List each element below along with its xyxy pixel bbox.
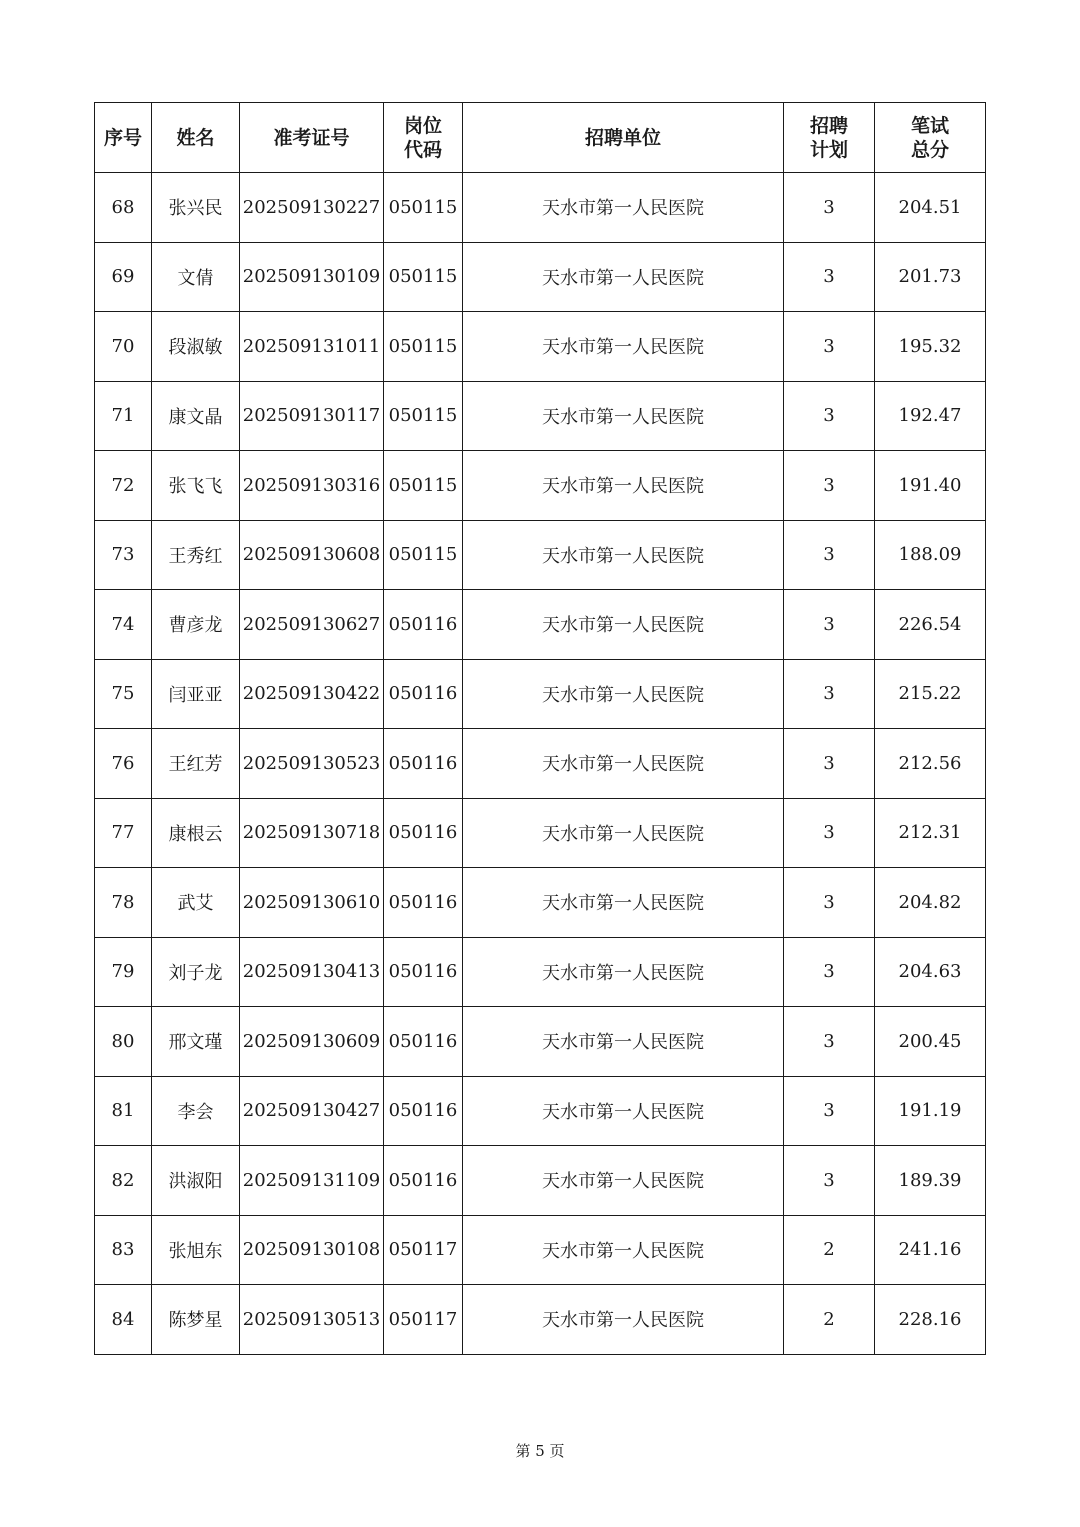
cell-seq: 83	[95, 1215, 152, 1285]
cell-seq: 74	[95, 590, 152, 660]
cell-score: 204.51	[875, 173, 986, 243]
cell-unit: 天水市第一人民医院	[463, 1215, 784, 1285]
cell-seq: 82	[95, 1146, 152, 1216]
cell-plan: 3	[784, 868, 875, 938]
cell-unit: 天水市第一人民医院	[463, 173, 784, 243]
cell-post-code: 050115	[384, 381, 463, 451]
table-row	[95, 1146, 986, 1216]
cell-name: 刘子龙	[152, 937, 240, 1007]
cell-name: 李会	[152, 1076, 240, 1146]
cell-name: 康文晶	[152, 381, 240, 451]
cell-exam-id: 202509130718	[240, 798, 384, 868]
cell-plan: 3	[784, 451, 875, 521]
cell-post-code: 050116	[384, 590, 463, 660]
cell-plan: 3	[784, 1076, 875, 1146]
cell-unit: 天水市第一人民医院	[463, 868, 784, 938]
cell-name: 康根云	[152, 798, 240, 868]
cell-name: 文倩	[152, 242, 240, 312]
cell-unit: 天水市第一人民医院	[463, 1076, 784, 1146]
cell-unit: 天水市第一人民医院	[463, 798, 784, 868]
header-plan: 招聘 计划	[784, 103, 875, 173]
cell-plan: 3	[784, 1146, 875, 1216]
cell-seq: 77	[95, 798, 152, 868]
header-row	[95, 103, 986, 173]
cell-name: 陈梦星	[152, 1285, 240, 1355]
cell-name: 曹彦龙	[152, 590, 240, 660]
cell-seq: 76	[95, 729, 152, 799]
cell-exam-id: 202509131109	[240, 1146, 384, 1216]
cell-name: 闫亚亚	[152, 659, 240, 729]
cell-unit: 天水市第一人民医院	[463, 659, 784, 729]
cell-post-code: 050116	[384, 868, 463, 938]
cell-unit: 天水市第一人民医院	[463, 1007, 784, 1077]
cell-seq: 78	[95, 868, 152, 938]
cell-seq: 80	[95, 1007, 152, 1077]
cell-score: 228.16	[875, 1285, 986, 1355]
table-row	[95, 937, 986, 1007]
cell-post-code: 050115	[384, 451, 463, 521]
header-post-code: 岗位 代码	[384, 103, 463, 173]
cell-exam-id: 202509130413	[240, 937, 384, 1007]
cell-plan: 3	[784, 798, 875, 868]
cell-plan: 3	[784, 312, 875, 382]
header-exam-id: 准考证号	[240, 103, 384, 173]
cell-name: 张旭东	[152, 1215, 240, 1285]
table-row	[95, 520, 986, 590]
cell-exam-id: 202509130609	[240, 1007, 384, 1077]
cell-seq: 70	[95, 312, 152, 382]
cell-post-code: 050116	[384, 937, 463, 1007]
cell-name: 王红芳	[152, 729, 240, 799]
cell-plan: 2	[784, 1285, 875, 1355]
cell-exam-id: 202509130422	[240, 659, 384, 729]
cell-score: 192.47	[875, 381, 986, 451]
cell-post-code: 050115	[384, 173, 463, 243]
cell-post-code: 050115	[384, 312, 463, 382]
cell-exam-id: 202509130627	[240, 590, 384, 660]
cell-score: 212.56	[875, 729, 986, 799]
cell-name: 段淑敏	[152, 312, 240, 382]
cell-plan: 3	[784, 242, 875, 312]
table-row	[95, 590, 986, 660]
cell-score: 189.39	[875, 1146, 986, 1216]
cell-exam-id: 202509130108	[240, 1215, 384, 1285]
cell-post-code: 050115	[384, 242, 463, 312]
cell-score: 200.45	[875, 1007, 986, 1077]
cell-plan: 2	[784, 1215, 875, 1285]
cell-exam-id: 202509130610	[240, 868, 384, 938]
cell-seq: 69	[95, 242, 152, 312]
cell-exam-id: 202509130427	[240, 1076, 384, 1146]
cell-score: 204.63	[875, 937, 986, 1007]
cell-seq: 81	[95, 1076, 152, 1146]
cell-post-code: 050116	[384, 1146, 463, 1216]
cell-unit: 天水市第一人民医院	[463, 1146, 784, 1216]
cell-exam-id: 202509130523	[240, 729, 384, 799]
cell-name: 武艾	[152, 868, 240, 938]
cell-post-code: 050117	[384, 1215, 463, 1285]
table-row	[95, 798, 986, 868]
cell-name: 张飞飞	[152, 451, 240, 521]
table-header	[95, 103, 986, 173]
cell-exam-id: 202509131011	[240, 312, 384, 382]
table-row	[95, 1215, 986, 1285]
cell-score: 241.16	[875, 1215, 986, 1285]
cell-post-code: 050117	[384, 1285, 463, 1355]
cell-score: 188.09	[875, 520, 986, 590]
table-row	[95, 1285, 986, 1355]
cell-unit: 天水市第一人民医院	[463, 937, 784, 1007]
table-row	[95, 1076, 986, 1146]
cell-exam-id: 202509130117	[240, 381, 384, 451]
table-row	[95, 242, 986, 312]
cell-score: 204.82	[875, 868, 986, 938]
cell-unit: 天水市第一人民医院	[463, 1285, 784, 1355]
header-score: 笔试 总分	[875, 103, 986, 173]
header-name: 姓名	[152, 103, 240, 173]
results-table	[94, 102, 986, 1355]
cell-plan: 3	[784, 590, 875, 660]
table-row	[95, 381, 986, 451]
page-number: 第 5 页	[515, 1442, 565, 1460]
cell-post-code: 050116	[384, 1007, 463, 1077]
cell-plan: 3	[784, 173, 875, 243]
table-row	[95, 868, 986, 938]
cell-plan: 3	[784, 381, 875, 451]
table-body	[95, 173, 986, 1355]
cell-name: 邢文瑾	[152, 1007, 240, 1077]
table-row	[95, 729, 986, 799]
cell-unit: 天水市第一人民医院	[463, 242, 784, 312]
table-row	[95, 451, 986, 521]
cell-name: 张兴民	[152, 173, 240, 243]
cell-seq: 73	[95, 520, 152, 590]
cell-name: 王秀红	[152, 520, 240, 590]
cell-plan: 3	[784, 520, 875, 590]
cell-score: 191.19	[875, 1076, 986, 1146]
cell-unit: 天水市第一人民医院	[463, 590, 784, 660]
header-unit: 招聘单位	[463, 103, 784, 173]
table-row	[95, 173, 986, 243]
cell-score: 226.54	[875, 590, 986, 660]
cell-post-code: 050116	[384, 729, 463, 799]
table-row	[95, 659, 986, 729]
cell-unit: 天水市第一人民医院	[463, 381, 784, 451]
cell-plan: 3	[784, 937, 875, 1007]
cell-post-code: 050116	[384, 798, 463, 868]
cell-unit: 天水市第一人民医院	[463, 520, 784, 590]
cell-plan: 3	[784, 659, 875, 729]
cell-exam-id: 202509130608	[240, 520, 384, 590]
cell-score: 195.32	[875, 312, 986, 382]
cell-post-code: 050116	[384, 659, 463, 729]
cell-exam-id: 202509130513	[240, 1285, 384, 1355]
table-row	[95, 312, 986, 382]
cell-seq: 71	[95, 381, 152, 451]
cell-seq: 68	[95, 173, 152, 243]
cell-plan: 3	[784, 1007, 875, 1077]
cell-score: 191.40	[875, 451, 986, 521]
cell-unit: 天水市第一人民医院	[463, 451, 784, 521]
cell-seq: 79	[95, 937, 152, 1007]
table-row	[95, 1007, 986, 1077]
cell-score: 215.22	[875, 659, 986, 729]
cell-seq: 72	[95, 451, 152, 521]
cell-score: 201.73	[875, 242, 986, 312]
cell-unit: 天水市第一人民医院	[463, 729, 784, 799]
cell-seq: 84	[95, 1285, 152, 1355]
cell-exam-id: 202509130109	[240, 242, 384, 312]
cell-post-code: 050115	[384, 520, 463, 590]
cell-exam-id: 202509130316	[240, 451, 384, 521]
cell-unit: 天水市第一人民医院	[463, 312, 784, 382]
cell-score: 212.31	[875, 798, 986, 868]
cell-seq: 75	[95, 659, 152, 729]
cell-exam-id: 202509130227	[240, 173, 384, 243]
cell-plan: 3	[784, 729, 875, 799]
cell-post-code: 050116	[384, 1076, 463, 1146]
header-seq: 序号	[95, 103, 152, 173]
cell-name: 洪淑阳	[152, 1146, 240, 1216]
